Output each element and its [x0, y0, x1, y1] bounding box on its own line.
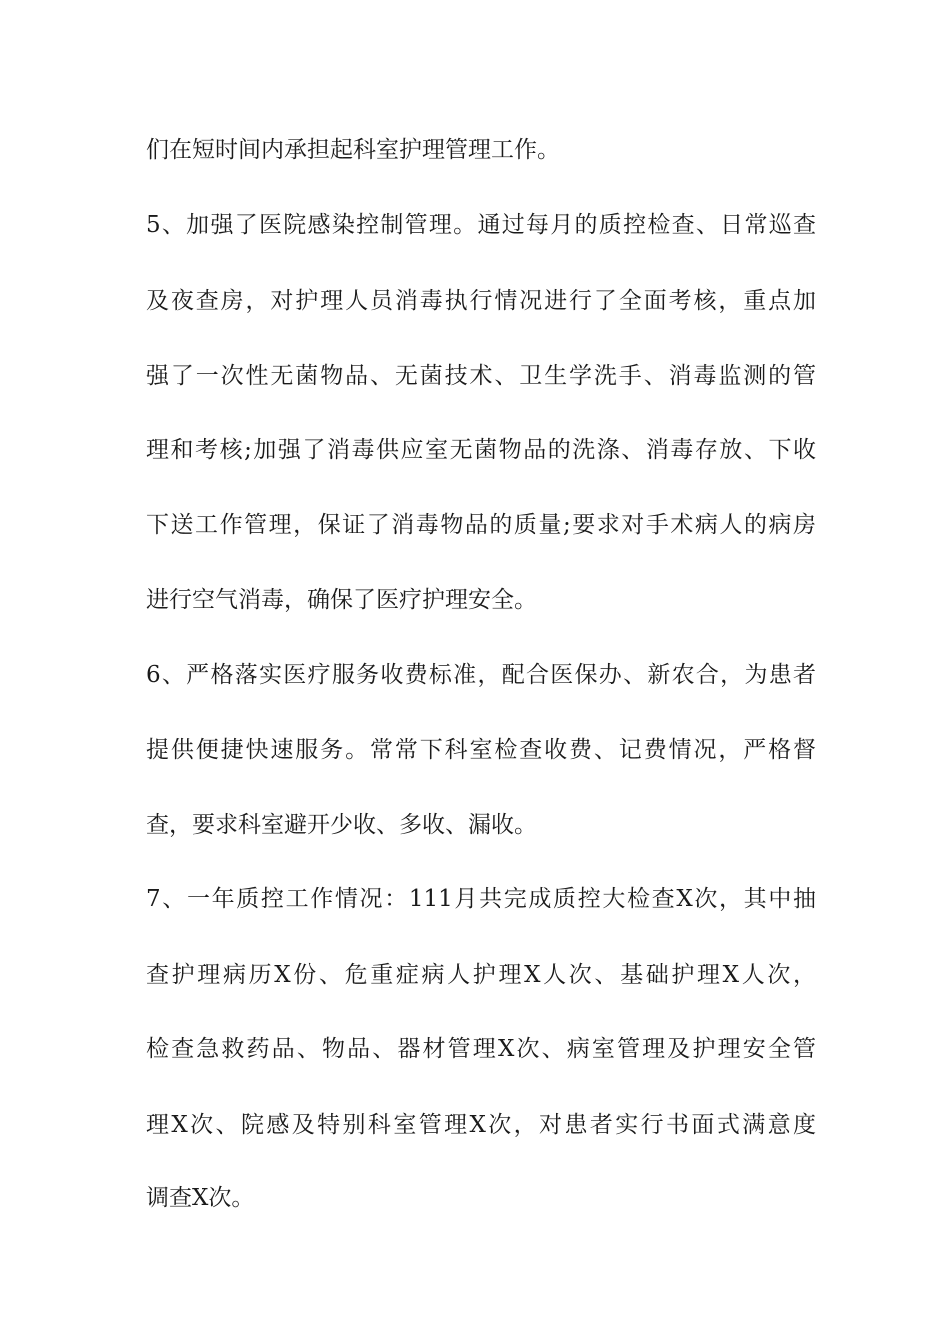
text-line: 强了一次性无菌物品、无菌技术、卫生学洗手、消毒监测的管	[146, 363, 816, 389]
text-line: 调查X次。	[146, 1185, 255, 1211]
text-line: 们在短时间内承担起科室护理管理工作。	[146, 137, 560, 163]
text-line: 理X次、院感及特别科室管理X次，对患者实行书面式满意度	[146, 1112, 816, 1138]
text-line: 进行空气消毒，确保了医疗护理安全。	[146, 587, 537, 613]
text-line: 6、严格落实医疗服务收费标准，配合医保办、新农合，为患者	[146, 662, 816, 688]
text-line: 7、一年质控工作情况：111月共完成质控大检查X次，其中抽	[146, 886, 816, 912]
text-line: 及夜查房，对护理人员消毒执行情况进行了全面考核，重点加	[146, 288, 816, 314]
text-line: 查护理病历X份、危重症病人护理X人次、基础护理X人次，	[146, 962, 816, 988]
text-line: 检查急救药品、物品、器材管理X次、病室管理及护理安全管	[146, 1036, 816, 1062]
text-line: 查，要求科室避开少收、多收、漏收。	[146, 812, 537, 838]
text-line: 提供便捷快速服务。常常下科室检查收费、记费情况，严格督	[146, 737, 816, 763]
text-line: 下送工作管理，保证了消毒物品的质量;要求对手术病人的病房	[146, 512, 816, 538]
text-line: 5、加强了医院感染控制管理。通过每月的质控检查、日常巡查	[146, 212, 816, 238]
text-line: 理和考核;加强了消毒供应室无菌物品的洗涤、消毒存放、下收	[146, 437, 816, 463]
